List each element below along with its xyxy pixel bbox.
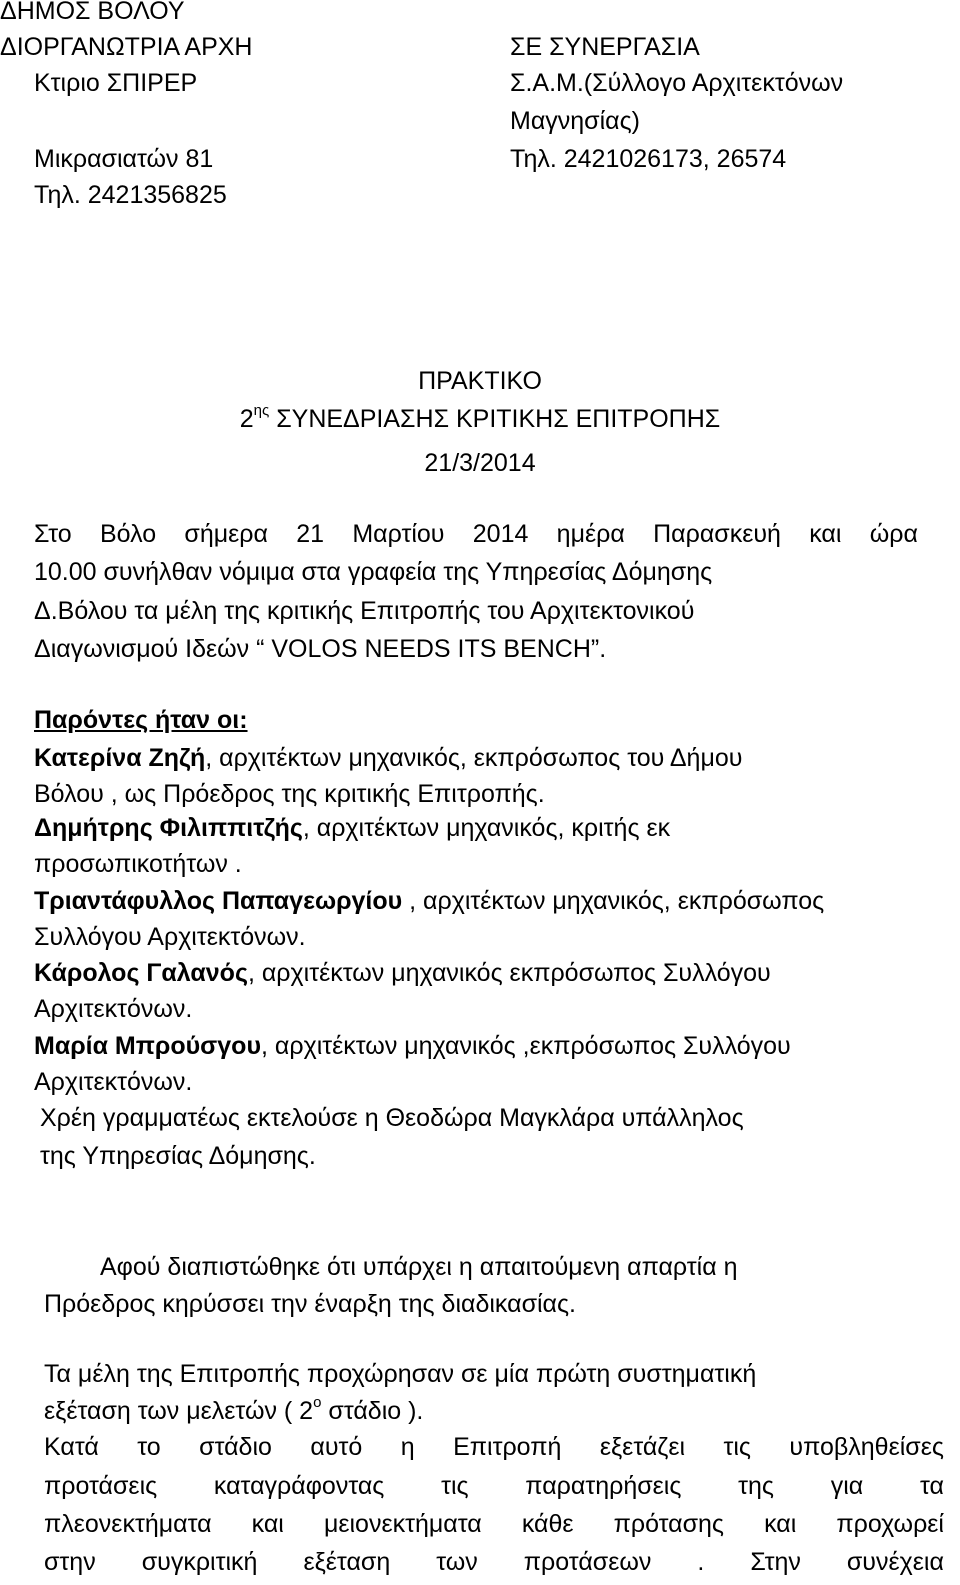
intro-line3: Δ.Βόλου τα μέλη της κριτικής Επιτροπής του Αρχιτεκτονικού <box>34 597 695 625</box>
exam-line3: Κατά το στάδιο αυτό η Επιτροπή εξετάζει τις υποβληθείσες <box>44 1433 944 1461</box>
exam-line1: Τα μέλη της Επιτροπής προχώρησαν σε μία πρώτη συστηματική <box>44 1360 757 1388</box>
member-3-line1: Τριαντάφυλλος Παπαγεωργίου , αρχιτέκτων μηχανικός, εκπρόσωπος <box>34 887 825 915</box>
member-4-name: Κάρολος Γαλανός <box>34 959 248 987</box>
intro-line2: 10.00 συνήλθαν νόμιμα στα γραφεία της Υπηρεσίας Δόμησης <box>34 558 713 586</box>
header-right-line4: Τηλ. 2421026173, 26574 <box>510 145 787 173</box>
member-5-name: Μαρία Μπρούσγου <box>34 1032 262 1060</box>
secretary-line2: της Υπηρεσίας Δόμησης. <box>40 1142 316 1170</box>
exam-line2: εξέταση των μελετών ( $2^o$ στάδιο ). <box>44 1394 424 1425</box>
member-2-name: Δημήτρης Φιλιππιτζής <box>34 814 303 842</box>
session-date: 21/3/2014 <box>424 449 536 477</box>
member-5-line2: Αρχιτεκτόνων. <box>34 1068 193 1096</box>
document-title: ΠΡΑΚΤΙΚΟ <box>418 367 542 395</box>
member-4-line2: Αρχιτεκτόνων. <box>34 995 193 1023</box>
secretary-line1: Χρέη γραμματέως εκτελούσε η Θεοδώρα Μαγκλάρα υπάλληλος <box>40 1104 744 1132</box>
intro-line4: Διαγωνισμού Ιδεών “ VOLOS NEEDS ITS BENCH”. <box>34 635 607 663</box>
attendees-heading: Παρόντες ήταν οι: <box>34 706 248 734</box>
exam-line5: πλεονεκτήματα και μειονεκτήματα κάθε πρότασης και προχωρεί <box>44 1510 944 1538</box>
member-3-name: Τριαντάφυλλος Παπαγεωργίου <box>34 887 403 915</box>
session-suffix: ης <box>253 402 270 419</box>
header-right-line1: ΣΕ ΣΥΝΕΡΓΑΣΙΑ <box>510 33 700 61</box>
header-left-line1: ΔΗΜΟΣ ΒΟΛΟΥ <box>0 0 185 25</box>
exam-line6: στην συγκριτική εξέταση των προτάσεων . Στην συνέχεια <box>44 1548 944 1576</box>
intro-line1: Στο Βόλο σήμερα 21 Μαρτίου 2014 ημέρα Παρασκευή και ώρα <box>34 520 918 548</box>
member-2-line2: προσωπικοτήτων . <box>34 850 242 878</box>
quorum-line1: Αφού διαπιστώθηκε ότι υπάρχει η απαιτούμενη απαρτία η <box>100 1253 738 1281</box>
header-left-line5: Τηλ. 2421356825 <box>34 181 227 209</box>
member-1-line2: Βόλου , ως Πρόεδρος της κριτικής Επιτροπής. <box>34 780 545 808</box>
stage-ordinal: ο <box>313 1394 322 1411</box>
header-left-line2: ΔΙΟΡΓΑΝΩΤΡΙΑ ΑΡΧΗ <box>0 33 253 61</box>
member-1-line1: Κατερίνα Ζηζή, αρχιτέκτων μηχανικός, εκπρόσωπος του Δήμου <box>34 744 743 772</box>
member-3-line2: Συλλόγου Αρχιτεκτόνων. <box>34 923 306 951</box>
header-left-line4: Μικρασιατών 81 <box>34 145 214 173</box>
member-2-line1: Δημήτρης Φιλιππιτζής, αρχιτέκτων μηχανικός, κριτής εκ <box>34 814 671 842</box>
exam-line4: προτάσεις καταγράφοντας τις παρατηρήσεις της για τα <box>44 1472 944 1500</box>
member-4-line1: Κάρολος Γαλανός, αρχιτέκτων μηχανικός εκπρόσωπος Συλλόγου <box>34 959 771 987</box>
header-right-line2: Σ.Α.Μ.(Σύλλογο Αρχιτεκτόνων <box>510 69 844 97</box>
header-left-line3: Κτιριο ΣΠΙΡΕΡ <box>34 69 198 97</box>
header-right-line3: Μαγνησίας) <box>510 107 640 135</box>
session-number: 2 <box>239 405 254 433</box>
member-5-line1: Μαρία Μπρούσγου, αρχιτέκτων μηχανικός ,εκπρόσωπος Συλλόγου <box>34 1032 791 1060</box>
session-text: ΣΥΝΕΔΡΙΑΣΗΣ ΚΡΙΤΙΚΗΣ ΕΠΙΤΡΟΠΗΣ <box>276 405 721 433</box>
quorum-line2: Πρόεδρος κηρύσσει την έναρξη της διαδικασίας. <box>44 1290 576 1318</box>
member-1-name: Κατερίνα Ζηζή <box>34 744 206 772</box>
session-heading <box>0 402 960 436</box>
